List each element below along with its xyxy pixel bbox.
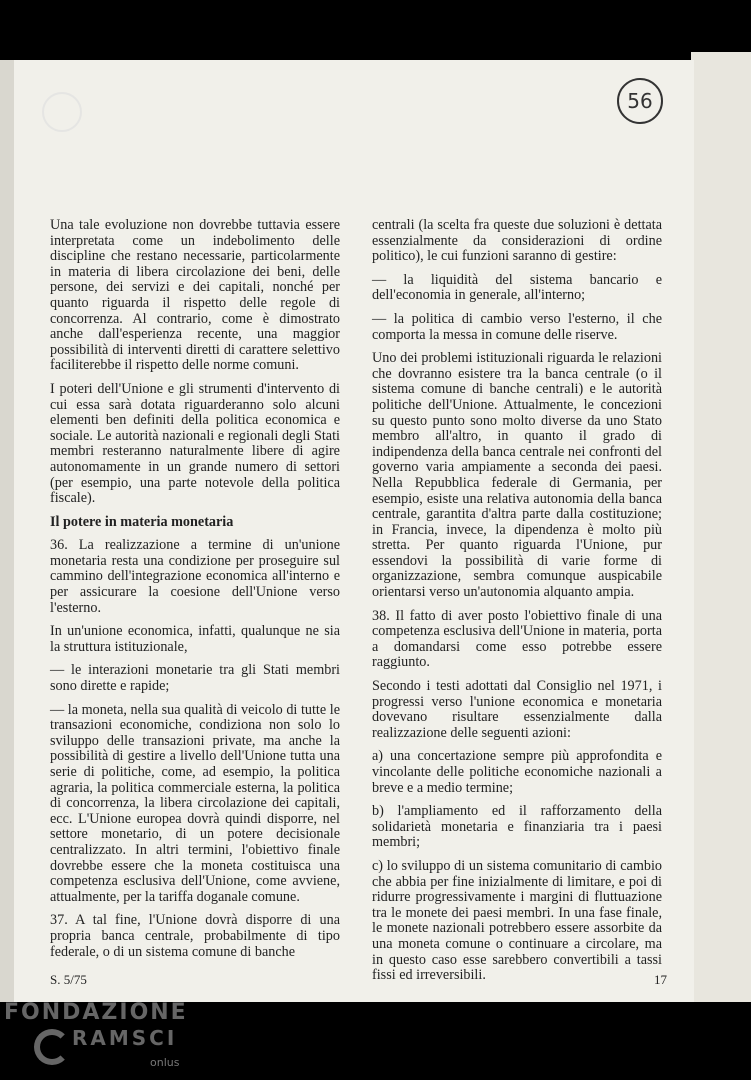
paragraph: b) l'ampliamento ed il rafforzamento della solidarietà monetaria e finanziaria tra i paesi membri; — [372, 803, 662, 851]
paragraph: — la liquidità del sistema bancario e dell'economia in generale, all'interno; — [372, 271, 662, 304]
right-column — [372, 218, 662, 992]
watermark-line1: FONDAZIONE — [4, 1000, 188, 1025]
paragraph: 38. Il fatto di aver posto l'obiettivo finale di una competenza esclusiva dell'Unione in materia, porta a domandarsi come esso potrebbe essere raggiunto. — [372, 607, 662, 671]
watermark-line3: onlus — [150, 1056, 180, 1069]
watermark-line2: RAMSCI — [72, 1026, 178, 1050]
paragraph: — la politica di cambio verso l'esterno, il che comporta la messa in comune delle riserve. — [372, 310, 662, 343]
page-stamp: 56 — [617, 78, 663, 124]
paragraph: Secondo i testi adottati dal Consiglio nel 1971, i progressi verso l'unione economica e monetaria dovevano risultare essenzialmente dalla realizzazione delle seguenti azioni: — [372, 678, 662, 741]
paragraph: 36. La realizzazione a termine di un'unione monetaria resta una condizione per proseguire sul cammino dell'integrazione economica all'interno e per assicurare la coesione dell'Unione verso l'esterno. — [50, 537, 340, 616]
paragraph: I poteri dell'Unione e gli strumenti d'intervento di cui essa sarà dotata riguarderanno solo alcuni elementi ben definiti della politica economica e sociale. Le autorità nazionali e regionali degli Stati membri resteranno naturalmente libere di agire autonomamente in un grande numero di settori (per esempio, una parte notevole della politica fiscale). — [50, 380, 340, 507]
paragraph: In un'unione economica, infatti, qualunque ne sia la struttura istituzionale, — [50, 623, 340, 655]
left-column — [50, 218, 340, 968]
paragraph: Una tale evoluzione non dovrebbe tuttavia essere interpretata come un indebolimento delle discipline che restano necessarie, particolarmente in materia di libera circolazione dei beni, delle persone, dei servizi e dei capitali, nonché per quanto riguarda il rispetto delle regole di concorrenza. Al contrario, come è dimostrato anche dall'esperienza recente, una maggior possibilità di interventi diretti di carattere selettivo faciliterebbe il rispetto delle norme comuni. — [50, 217, 340, 374]
paragraph: 37. A tal fine, l'Unione dovrà disporre di una propria banca centrale, probabilmente di tipo federale, o di un sistema comune di banche — [50, 912, 340, 960]
page-number: 17 — [654, 972, 667, 987]
paragraph: centrali (la scelta fra queste due soluzioni è dettata essenzialmente da considerazioni di ordine politico), le cui funzioni saranno di gestire: — [372, 217, 662, 265]
watermark-logo — [0, 995, 220, 1080]
paragraph: Uno dei problemi istituzionali riguarda le relazioni che dovranno esistere tra la banca centrale (o il sistema comune di banche centrali) e le autorità politiche dell'Unione. Attualmente, le concezioni su questo punto sono molto diverse da uno Stato membro all'altro, in quanto il grado di indipendenza della banca centrale nei confronti del governo varia ampiamente a seconda dei paesi. Nella Repubblica federale di Germania, per esempio, esiste una relativa autonomia della banca centrale, garantita d'altra parte dalla costituzione; in Francia, invece, la dipendenza è molto più stretta. Per quanto riguarda l'Unione, pur essendovi la possibilità di varie forme di organizzazione, sembra comunque auspicabile orientarsi verso un'autonomia alquanto ampia. — [372, 350, 662, 601]
paragraph: — le interazioni monetarie tra gli Stati membri sono dirette e rapide; — [50, 662, 340, 695]
footer-reference: S. 5/75 — [50, 972, 87, 987]
paragraph: a) una concertazione sempre più approfondita e vincolante delle politiche economiche nazionali a breve e a medio termine; — [372, 748, 662, 796]
page-shadow — [0, 60, 14, 1002]
section-heading: Il potere in materia monetaria — [50, 513, 234, 530]
page-edge — [691, 52, 751, 1002]
faint-stamp — [42, 92, 82, 132]
watermark-g-icon — [34, 1029, 70, 1065]
paragraph: — la moneta, nella sua qualità di veicolo di tutte le transazioni economiche, condiziona non solo lo sviluppo delle transazioni private, ma anche la possibilità di gestire a livello dell'Unione tutta una serie di politiche, come, ad esempio, la politica agraria, la politica commerciale esterna, la politica di concorrenza, la libera circolazione dei capitali, ecc. L'Unione europea dovrà quindi disporre, nel settore monetario, di un potere decisionale centralizzato. In altri termini, l'obiettivo finale dovrebbe essere che la moneta costituisca una competenza esclusiva dell'Unione, come avviene, attualmente, per la tariffa doganale comune. — [50, 701, 340, 905]
paragraph: c) lo sviluppo di un sistema comunitario di cambio che abbia per fine inizialmente di limitare, e poi di ridurre progressivamente i margini di fluttuazione tra le monete dei paesi membri. In una fase finale, le monete nazionali potrebbero essere assorbite da una moneta comune o continuare a circolare, ma in questo caso esse sarebbero convertibili a tassi fissi ed irreversibili. — [372, 857, 662, 984]
